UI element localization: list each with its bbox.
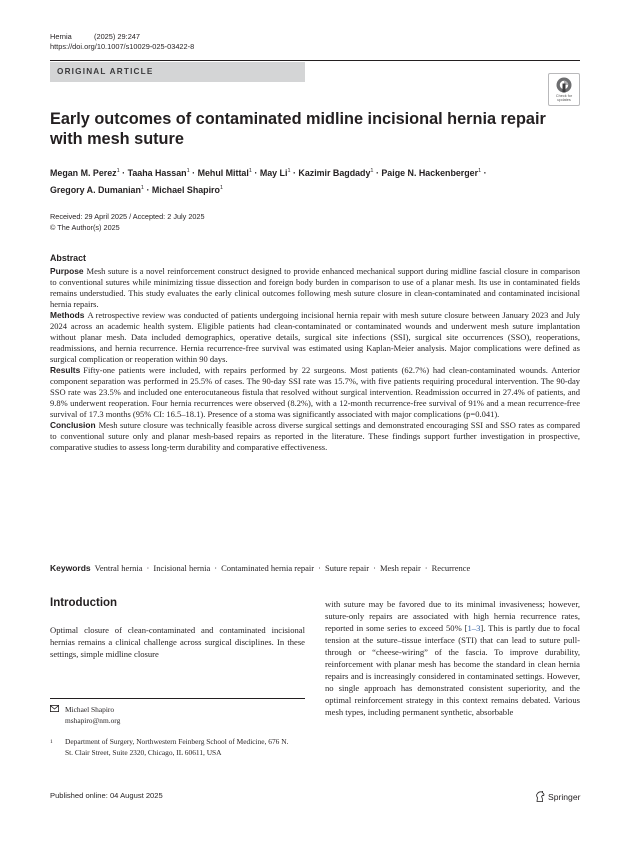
- keyword-item: Ventral hernia: [94, 563, 143, 573]
- introduction-right-text-1: with suture may be favored due to its minimal invasiveness; however, suture-only repairs are associated with high hernia recurrence rates, reported in some series to exceed 50% [: [325, 599, 580, 634]
- springer-logo: [535, 791, 580, 802]
- keyword-separator: ·: [373, 563, 376, 573]
- author-name: Gregory A. Dumanian: [50, 184, 141, 195]
- keywords-label: Keywords: [50, 563, 91, 573]
- affiliation: [50, 737, 290, 759]
- author-affiliation-marker: 1: [287, 168, 291, 174]
- keyword-separator: ·: [318, 563, 321, 573]
- envelope-icon: [50, 705, 65, 716]
- author-affiliation-marker: 1: [186, 168, 190, 174]
- journal-header: [50, 32, 194, 52]
- author-separator: ·: [375, 167, 379, 178]
- author-name: Paige N. Hackenberger: [381, 167, 479, 178]
- article-type-banner: [50, 62, 305, 82]
- published-online: Published online: 04 August 2025: [50, 791, 163, 800]
- abstract-methods: [50, 310, 580, 365]
- keywords: [50, 563, 580, 573]
- publisher-name: Springer: [548, 792, 581, 802]
- check-for-updates-label: Check for updates: [555, 94, 573, 103]
- author-entry[interactable]: [50, 185, 144, 195]
- keyword-separator: ·: [424, 563, 428, 573]
- abstract-heading: Abstract: [50, 253, 87, 263]
- introduction-right-paragraph: [325, 598, 580, 718]
- author-affiliation-marker: 1: [219, 184, 223, 191]
- author-affiliation-marker: 1: [478, 168, 482, 174]
- author-name: May Li: [259, 167, 288, 178]
- affiliation-number: 1: [50, 739, 53, 745]
- article-dates: [50, 212, 205, 233]
- abstract-results: [50, 365, 580, 420]
- check-for-updates-button[interactable]: [548, 73, 580, 106]
- author-separator: ·: [146, 184, 150, 195]
- author-affiliation-marker: 1: [140, 184, 144, 191]
- abstract-purpose: [50, 266, 580, 310]
- keyword-item: Mesh repair: [379, 563, 421, 573]
- keyword-separator: ·: [146, 563, 150, 573]
- keyword-list: [95, 563, 471, 573]
- affiliation-text: Department of Surgery, Northwestern Feinberg School of Medicine, 676 N. St. Clair Street, Suite 2320, Chicago, IL 60611, USA: [65, 737, 289, 757]
- crossmark-icon: [556, 77, 572, 93]
- journal-citation: (2025) 29:247: [94, 32, 141, 41]
- article-title: Early outcomes of contaminated midline incisional hernia repair with mesh suture: [50, 110, 546, 148]
- journal-name: Hernia: [50, 32, 72, 41]
- abstract-conclusion: [50, 420, 580, 453]
- author-separator: ·: [122, 167, 126, 178]
- introduction-left-column: [50, 625, 305, 661]
- introduction-right-column: [325, 598, 580, 718]
- methods-label: Methods: [50, 310, 85, 320]
- springer-horse-icon: [535, 791, 545, 802]
- author-entry[interactable]: [152, 185, 223, 195]
- footnote-rule: [50, 698, 305, 699]
- conclusion-label: Conclusion: [50, 420, 96, 430]
- purpose-label: Purpose: [50, 266, 84, 276]
- results-label: Results: [50, 365, 81, 375]
- received-accepted-dates: Received: 29 April 2025 / Accepted: 2 July 2025: [50, 212, 205, 221]
- correspondence: [50, 705, 120, 726]
- author-separator: ·: [254, 167, 258, 178]
- introduction-left-text: Optimal closure of clean-contaminated and contaminated incisional hernias remains a clinical challenge across surgical disciplines. In these settings, simple midline closure: [50, 625, 305, 659]
- author-separator: ·: [483, 167, 487, 178]
- keyword-item: Suture repair: [324, 563, 370, 573]
- author-separator: ·: [192, 167, 196, 178]
- keyword-item: Contaminated hernia repair: [221, 563, 315, 573]
- author-entry[interactable]: [198, 168, 252, 178]
- author-name: Michael Shapiro: [151, 184, 220, 195]
- author-name: Mehul Mittal: [197, 167, 249, 178]
- conclusion-text: Mesh suture closure was technically feasible across diverse surgical settings and demonstrated encouraging SSI and SSO rates as compared to conventional suture only and planar mesh-based repairs as reported in the literature. These findings support further investigation in prospective, comparative studies to assess long-term durability and comparative effectiveness.: [50, 420, 580, 452]
- author-name: Kazimir Bagdady: [298, 167, 371, 178]
- author-entry[interactable]: [381, 168, 481, 178]
- author-affiliation-marker: 1: [248, 168, 252, 174]
- author-entry[interactable]: [128, 168, 190, 178]
- keyword-item: Recurrence: [431, 563, 471, 573]
- author-entry[interactable]: [50, 168, 120, 178]
- author-entry[interactable]: [260, 168, 291, 178]
- author-affiliation-marker: 1: [370, 168, 374, 174]
- author-list: [50, 164, 565, 198]
- article-type-label: ORIGINAL ARTICLE: [57, 67, 154, 76]
- author-separator: ·: [292, 167, 296, 178]
- corresponding-author-email[interactable]: mshapiro@nm.org: [65, 715, 121, 725]
- author-affiliation-marker: 1: [116, 168, 120, 174]
- article-doi[interactable]: https://doi.org/10.1007/s10029-025-03422-8: [50, 41, 195, 51]
- keyword-item: Incisional hernia: [153, 563, 211, 573]
- corresponding-author-name: Michael Shapiro: [65, 705, 115, 714]
- author-name: Megan M. Perez: [50, 167, 117, 178]
- methods-text: A retrospective review was conducted of patients undergoing incisional hernia repair with mesh suture closure between January 2023 and July 2024 across an academic health system. Eligible patients had clean-contaminated or contaminated wounds and underwent mesh suture implantation without planar mesh. Data included demographics, operative details, surgical site infections (SSI), surgical site occurrences (SSO), reoperations, readmissions, and hernia recurrence. Hernia recurrence-free survival was estimated using Kaplan-Meier analysis. Major complications were defined as surgical complication or reoperation within 90 days.: [50, 310, 580, 364]
- introduction-right-text-2: ]. This is partly due to focal tension at the suture–tissue interface (STI) that can lead to suture pull-through or “cheese-wiring” of the fascia. To improve durability, reinforcement with planar mesh has become the standard in clean hernia repairs and is increasingly considered in contaminated settings. However, no single approach has demonstrated consistent superiority, and the optimal reinforcement strategy in this context remains debated. Various mesh types, including permanent synthetic, absorbable: [325, 623, 580, 718]
- introduction-heading: Introduction: [50, 597, 118, 609]
- copyright-line: © The Author(s) 2025: [50, 222, 120, 232]
- results-text: Fifty-one patients were included, with repairs performed by 22 surgeons. Most patients (62.7%) had clean-contaminated wounds. Anterior component separation was performed in 25.5% of cases. The 90-day SSI rate was 15.7%, with five patients requiring procedural intervention. The 90-day SSO rate was 23.5% and included one enterocutaneous fistula that resolved without surgical intervention. Readmission occurred in 27.4% of patients, and 9.8% underwent reoperation. Four hernia recurrences were observed (8.2%), with a 12-month recurrence-free survival of 91% and a mean recurrence-free survival of 17.3 months (95% CI: 16.5–18.1). Presence of a stoma was significantly associated with major complications (p=0.041).: [50, 365, 580, 419]
- keyword-separator: ·: [214, 563, 218, 573]
- purpose-text: Mesh suture is a novel reinforcement construct designed to provide enhanced mechanical support during midline fascial closure in comparison to conventional sutures while minimizing tissue dissection and foreign body burden in comparison to use of a planar mesh. Its use in contaminated fields remains understudied. This study evaluates the early clinical outcomes following mesh suture closure in clean-contaminated and contaminated incisional hernia repairs.: [50, 266, 580, 309]
- reference-link[interactable]: 1–3: [467, 623, 481, 634]
- author-entry[interactable]: [298, 168, 373, 178]
- abstract-body: [50, 266, 580, 453]
- author-name: Taaha Hassan: [127, 167, 187, 178]
